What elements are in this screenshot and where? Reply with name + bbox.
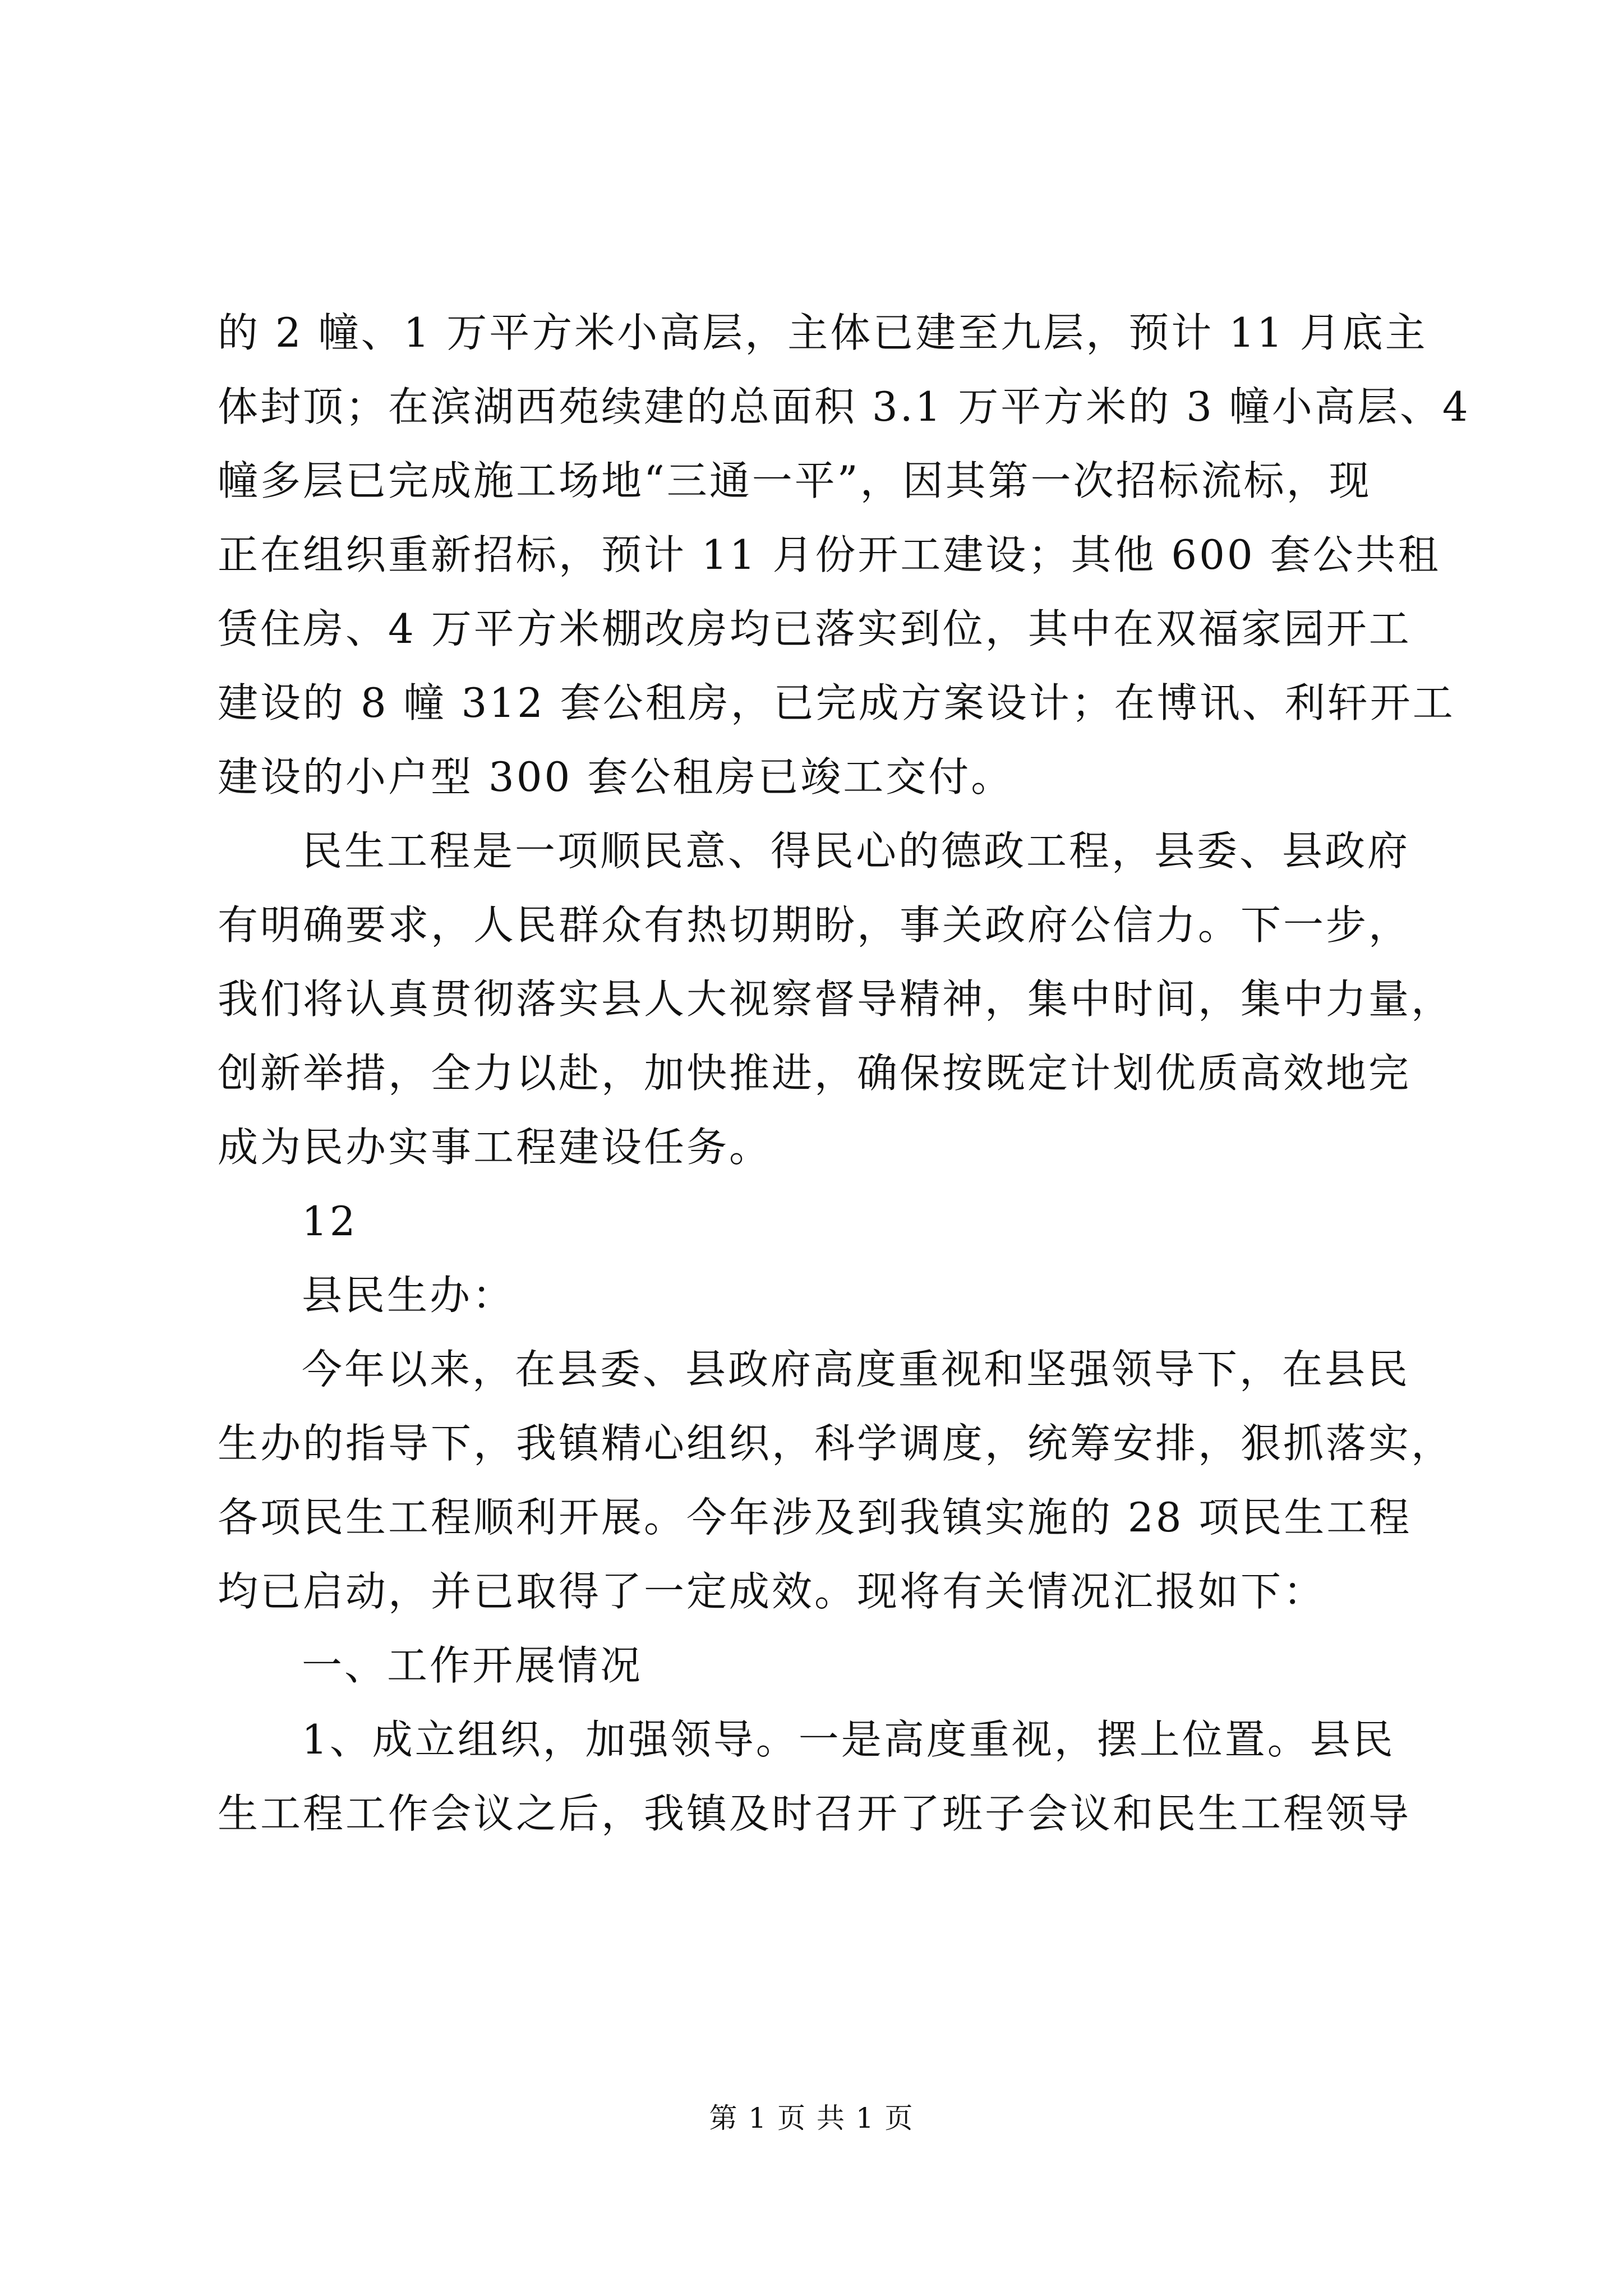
text-line-20: 1、成立组织，加强领导。一是高度重视，摆上位置。县民: [302, 1716, 1395, 1763]
text-line-6: 建设的 8 幢 312 套公租房，已完成方案设计；在博讯、利轩开工: [218, 679, 1455, 726]
text-line-17: 各项民生工程顺利开展。今年涉及到我镇实施的 28 项民生工程: [218, 1494, 1412, 1541]
section-heading: 一、工作开展情况: [302, 1642, 643, 1689]
document-body: [218, 306, 1470, 1861]
text-line-10: 我们将认真贯彻落实县人大视察督导精神，集中时间，集中力量，: [218, 976, 1454, 1023]
text-line-9: 有明确要求，人民群众有热切期盼，事关政府公信力。下一步，: [218, 901, 1412, 949]
text-line-12: 成为民办实事工程建设任务。: [218, 1124, 772, 1171]
text-line-7: 建设的小户型 300 套公租房已竣工交付。: [218, 753, 1014, 800]
section-number: 12: [302, 1198, 358, 1245]
text-line-1: 的 2 幢、1 万平方米小高层，主体已建至九层，预计 11 月底主: [218, 309, 1428, 356]
page-footer: 第 1 页 共 1 页: [709, 2102, 914, 2134]
salutation: 县民生办：: [302, 1272, 515, 1319]
text-line-16: 生办的指导下，我镇精心组织，科学调度，统筹安排，狠抓落实，: [218, 1420, 1454, 1467]
text-line-4: 正在组织重新招标，预计 11 月份开工建设；其他 600 套公共租: [218, 531, 1441, 578]
text-line-15: 今年以来，在县委、县政府高度重视和坚强领导下，在县民: [302, 1346, 1410, 1393]
text-line-18: 均已启动，并已取得了一定成效。现将有关情况汇报如下：: [218, 1568, 1326, 1615]
text-line-5: 赁住房、4 万平方米棚改房均已落实到位，其中在双福家园开工: [218, 605, 1412, 652]
text-line-8: 民生工程是一项顺民意、得民心的德政工程，县委、县政府: [302, 827, 1410, 875]
text-line-2: 体封顶；在滨湖西苑续建的总面积 3.1 万平方米的 3 幢小高层、4: [218, 383, 1470, 430]
text-line-3: 幢多层已完成施工场地“三通一平”，因其第一次招标流标，现: [218, 457, 1372, 504]
text-line-21: 生工程工作会议之后，我镇及时召开了班子会议和民生工程领导: [218, 1790, 1412, 1837]
text-line-11: 创新举措，全力以赴，加快推进，确保按既定计划优质高效地完: [218, 1050, 1412, 1097]
